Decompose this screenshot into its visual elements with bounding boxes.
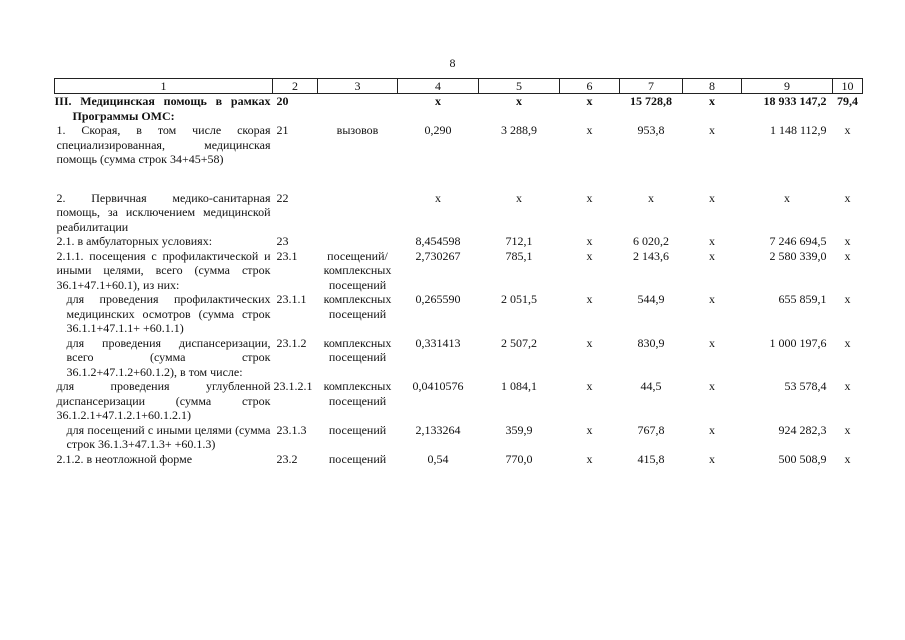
row-name: для проведения углубленной диспансеризации (сумма строк 36.1.2.1+47.1.2.1+60.1.2.1) xyxy=(56,379,271,422)
row-unit xyxy=(318,94,398,124)
cell-c8: х xyxy=(709,379,715,393)
column-header: 8 xyxy=(683,79,742,94)
cell-c9: 2 580 339,0 xyxy=(769,248,827,263)
cell-c4: 8,454598 xyxy=(415,234,461,248)
row-name: для посещений с иными целями (сумма строк 36.1.3+47.1.3+ +60.1.3) xyxy=(66,422,271,451)
cell-c9: 500 508,9 xyxy=(778,451,827,466)
table-row xyxy=(55,336,863,380)
cell-c6: х xyxy=(586,422,593,437)
cell-c8: х xyxy=(709,94,715,108)
cell-c5: 359,9 xyxy=(505,422,533,437)
cell-c6: х xyxy=(586,451,593,466)
row-name: 2.1.2. в неотложной форме xyxy=(56,451,193,466)
table-row xyxy=(55,452,863,467)
cell-c5: х xyxy=(516,190,522,205)
cell-c10: х xyxy=(844,335,851,350)
table-row xyxy=(55,94,863,124)
cell-c9: 1 000 197,6 xyxy=(769,335,827,350)
cell-c10: х xyxy=(844,123,851,137)
row-spacer xyxy=(55,167,863,191)
cell-c5: 1 084,1 xyxy=(501,379,537,393)
row-code: 23.1.2.1 xyxy=(273,379,313,393)
cell-c10: х xyxy=(844,234,851,248)
row-unit: посещений/ комплексных посещений xyxy=(323,248,392,292)
table-row xyxy=(55,292,863,336)
row-code: 23 xyxy=(276,234,289,248)
column-header: 3 xyxy=(318,79,398,94)
cell-c4: 0,0410576 xyxy=(412,379,464,393)
row-code: 23.1.2 xyxy=(276,335,307,350)
row-name: для проведения профилактических медицинских осмотров (сумма строк 36.1.1+47.1.1+ +60.1.1) xyxy=(66,292,271,335)
column-header: 5 xyxy=(479,79,560,94)
cell-c9: 924 282,3 xyxy=(778,422,827,437)
row-unit: комплексных посещений xyxy=(323,379,392,408)
cell-c7: 2 143,6 xyxy=(633,248,669,263)
cell-c4: х xyxy=(435,190,441,205)
column-header: 6 xyxy=(560,79,620,94)
cell-c10: 79,4 xyxy=(837,94,858,108)
column-header: 10 xyxy=(833,79,863,94)
table-row xyxy=(55,234,863,249)
row-name: III. Медицинская помощь в рамках Программы ОМС: xyxy=(54,94,271,123)
cell-c5: 785,1 xyxy=(505,248,533,263)
cell-c7: 44,5 xyxy=(640,379,662,393)
row-code: 23.2 xyxy=(276,451,298,466)
cell-c9: 18 933 147,2 xyxy=(763,94,827,108)
cell-c6: х xyxy=(586,248,593,263)
cell-c4: 2,133264 xyxy=(415,422,461,437)
cell-c6: х xyxy=(586,123,593,137)
cell-c6: х xyxy=(586,190,593,205)
cell-c8: х xyxy=(709,292,715,306)
cell-c4: 0,331413 xyxy=(415,335,461,350)
row-unit: посещений xyxy=(328,451,387,466)
column-header: 7 xyxy=(620,79,683,94)
cell-c10: х xyxy=(844,190,851,205)
column-header: 9 xyxy=(742,79,833,94)
row-unit: посещений xyxy=(328,422,387,437)
column-header: 2 xyxy=(273,79,318,94)
cell-c8: х xyxy=(709,190,715,205)
cell-c10: х xyxy=(844,451,851,466)
row-code: 21 xyxy=(276,123,289,137)
cell-c8: х xyxy=(709,422,715,437)
cell-c7: 544,9 xyxy=(637,292,665,306)
row-name: для проведения диспансеризации, всего (сумма строк 36.1.2+47.1.2+60.1.2), в том числе: xyxy=(66,335,271,379)
row-unit xyxy=(318,234,398,249)
financing-table xyxy=(54,78,863,466)
cell-c8: х xyxy=(709,335,715,350)
table-row xyxy=(55,123,863,167)
cell-c10: х xyxy=(844,292,851,306)
cell-c8: х xyxy=(709,234,715,248)
cell-c4: 0,54 xyxy=(427,451,449,466)
row-code: 23.1.3 xyxy=(276,422,307,437)
cell-c7: 415,8 xyxy=(637,451,665,466)
cell-c7: 953,8 xyxy=(637,123,665,137)
row-unit xyxy=(318,191,398,235)
table-row xyxy=(55,423,863,452)
row-code: 20 xyxy=(276,94,289,108)
table-row xyxy=(55,191,863,235)
cell-c10: х xyxy=(844,422,851,437)
table-row xyxy=(55,379,863,423)
cell-c4: 2,730267 xyxy=(415,248,461,263)
cell-c6: х xyxy=(586,292,593,306)
cell-c5: х xyxy=(516,94,522,108)
cell-c7: 15 728,8 xyxy=(630,94,672,108)
cell-c7: х xyxy=(648,190,654,205)
cell-c6: х xyxy=(586,379,593,393)
row-unit: комплексных посещений xyxy=(323,335,392,364)
cell-c8: х xyxy=(709,451,715,466)
cell-c8: х xyxy=(709,248,715,263)
table-row xyxy=(55,249,863,293)
row-code: 22 xyxy=(276,190,289,205)
cell-c5: 770,0 xyxy=(505,451,533,466)
row-code: 23.1.1 xyxy=(276,292,307,306)
cell-c5: 3 288,9 xyxy=(501,123,537,137)
row-unit: комплексных посещений xyxy=(323,292,392,321)
row-unit: вызовов xyxy=(336,123,379,137)
cell-c7: 767,8 xyxy=(637,422,665,437)
cell-c6: х xyxy=(586,335,593,350)
cell-c10: х xyxy=(844,379,851,393)
row-code: 23.1 xyxy=(276,248,298,263)
cell-c9: х xyxy=(784,190,790,205)
cell-c4: 0,265590 xyxy=(415,292,461,306)
column-number-row xyxy=(55,79,863,94)
row-name: 2. Первичная медико-санитарная помощь, за исключением медицинской реабилитации xyxy=(56,190,271,234)
cell-c9: 655 859,1 xyxy=(778,292,827,306)
cell-c10: х xyxy=(844,248,851,263)
cell-c9: 53 578,4 xyxy=(784,379,827,393)
row-name: 2.1. в амбулаторных условиях: xyxy=(56,234,213,248)
cell-c5: 2 507,2 xyxy=(501,335,537,350)
cell-c4: х xyxy=(435,94,441,108)
cell-c7: 830,9 xyxy=(637,335,665,350)
column-header: 4 xyxy=(398,79,479,94)
cell-c6: х xyxy=(586,94,593,108)
cell-c6: х xyxy=(586,234,593,248)
page-number: 8 xyxy=(449,56,456,70)
row-name: 2.1.1. посещения с профилактической и иными целями, всего (сумма строк 36.1+47.1+60.1), из них: xyxy=(56,248,271,292)
cell-c9: 7 246 694,5 xyxy=(769,234,827,248)
cell-c5: 2 051,5 xyxy=(501,292,537,306)
cell-c7: 6 020,2 xyxy=(633,234,669,248)
column-header: 1 xyxy=(55,79,273,94)
cell-c4: 0,290 xyxy=(424,123,452,137)
cell-c5: 712,1 xyxy=(505,234,533,248)
cell-c8: х xyxy=(709,123,715,137)
cell-c9: 1 148 112,9 xyxy=(769,123,827,137)
row-name: 1. Скорая, в том числе скорая специализированная, медицинская помощь (сумма строк 34+45+58) xyxy=(56,123,271,166)
